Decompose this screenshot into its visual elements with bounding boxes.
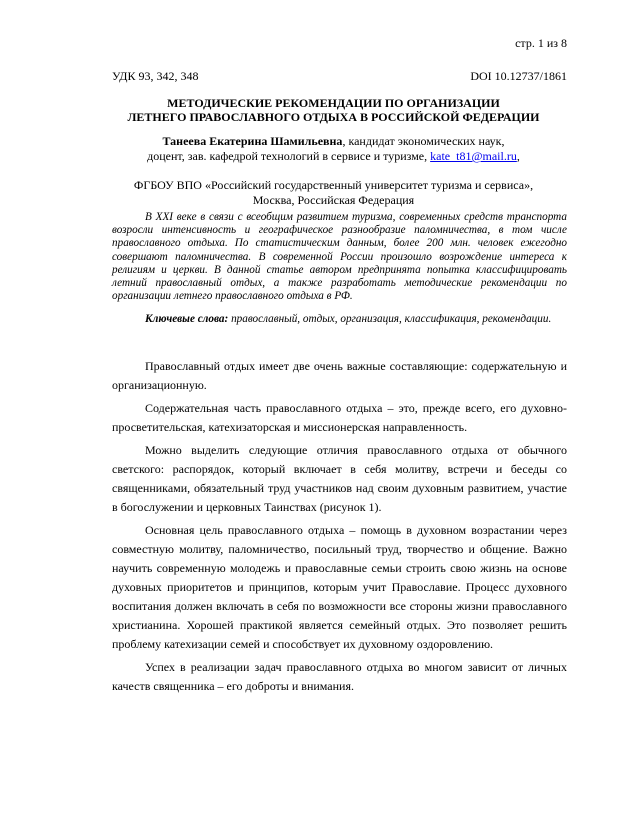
affiliation xyxy=(100,178,567,208)
affiliation-line-2: Москва, Российская Федерация xyxy=(252,193,415,207)
udk-code: УДК 93, 342, 348 xyxy=(112,69,199,83)
keywords xyxy=(112,313,567,326)
article-body xyxy=(112,357,567,700)
author-email-link[interactable]: kate_t81@mail.ru xyxy=(430,149,517,163)
body-paragraph: Можно выделить следующие отличия православного отдыха от обычного светского: распорядок, который включает в себя молитву, встречи и беседы со священниками, обязательный труд участников над своим духовным развитием, участие в богослужении и церковных Таинствах (рисунок 1). xyxy=(112,443,567,514)
affiliation-line-1: ФГБОУ ВПО «Российский государственный университет туризма и сервиса», xyxy=(133,178,534,192)
author-degree: , кандидат экономических наук, xyxy=(342,134,505,148)
body-paragraph: Основная цель православного отдыха – помощь в духовном возрастании через совместную молитву, паломничество, посильный труд, творчество и общение. Важно научить современную молодежь и православные семьи строить свою жизнь на основе духовных приоритетов и принципов, которым учит Православие. Процесс духовного воспитания должен включать в себя по возможности все стороны жизни православного христианина. Хорошей практикой является семейный отдых. Это позволяет решить проблему катехизации семей и способствует их духовному оздоровлению. xyxy=(112,523,567,651)
doi: DOI 10.12737/1861 xyxy=(470,69,567,83)
title-line-1: МЕТОДИЧЕСКИЕ РЕКОМЕНДАЦИИ ПО ОРГАНИЗАЦИИ xyxy=(167,96,500,110)
author-position: доцент, зав. кафедрой технологий в сервисе и туризме, xyxy=(147,149,431,163)
body-paragraph: Содержательная часть православного отдыха – это, прежде всего, его духовно-просветительская, катехизаторская и миссионерская направленность. xyxy=(112,401,567,434)
abstract xyxy=(112,211,567,303)
keywords-text: православный, отдых, организация, классификация, рекомендации. xyxy=(228,313,552,325)
abstract-text: В XXI веке в связи с всеобщим развитием туризма, современных средств транспорта возросли интенсивность и географическое разнообразие паломничества, в том числе православного отдыха. По статистическим данным, более 200 млн. человек ежегодно совершают паломничества. В современной России произошло возрождение интереса к религиям и церкви. В данной статье автором предпринята попытка классифицировать летний православный отдых, а также разработать методические рекомендации по организации летнего православного отдыха в РФ. xyxy=(112,211,567,303)
page-number: стр. 1 из 8 xyxy=(515,36,567,50)
title-line-2: ЛЕТНЕГО ПРАВОСЛАВНОГО ОТДЫХА В РОССИЙСКОЙ ФЕДЕРАЦИИ xyxy=(127,110,540,124)
author-block xyxy=(100,134,567,164)
author-name: Танеева Екатерина Шамильевна xyxy=(162,134,343,148)
article-meta xyxy=(112,69,567,84)
article-title xyxy=(100,96,567,124)
keywords-label: Ключевые слова: xyxy=(145,313,229,325)
body-paragraph: Православный отдых имеет две очень важные составляющие: содержательную и организационную. xyxy=(112,359,567,392)
body-paragraph: Успех в реализации задач православного отдыха во многом зависит от личных качеств священника – его доброты и внимания. xyxy=(112,660,567,693)
author-email-suffix: , xyxy=(516,149,520,163)
